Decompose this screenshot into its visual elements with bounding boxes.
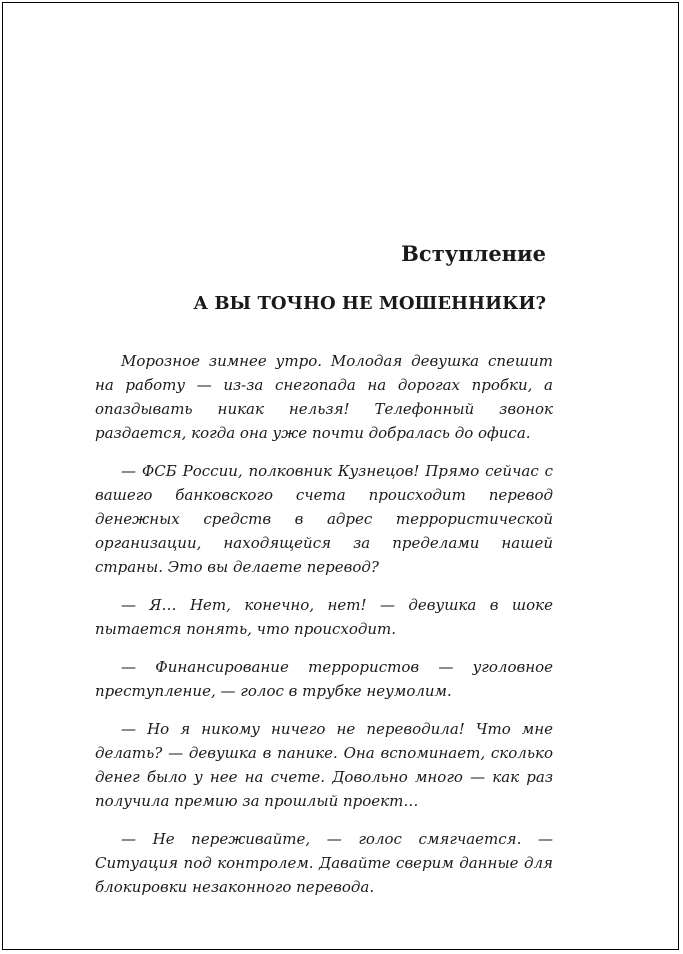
- paragraph: Морозное зимнее утро. Молодая девушка спешит на работу — из-за снегопада на дорогах пробки, а опаздывать никак нельзя! Телефонный звонок раздается, когда она уже почти добралась до офиса.: [95, 352, 553, 442]
- paragraph: — Я… Нет, конечно, нет! — девушка в шоке пытается понять, что происходит.: [95, 596, 553, 638]
- chapter-label: Вступление: [401, 241, 546, 266]
- paragraph: — Но я никому ничего не переводила! Что мне делать? — девушка в панике. Она вспоминает, сколько денег было у нее на счете. Довольно много — как раз получила премию за прошлый проект…: [95, 720, 553, 810]
- paragraph: — Финансирование террористов — уголовное преступление, — голос в трубке неумолим.: [95, 658, 553, 700]
- book-page: [2, 2, 679, 950]
- paragraph: — Не переживайте, — голос смягчается. — Ситуация под контролем. Давайте сверим данные для блокировки незаконного перевода.: [95, 830, 553, 896]
- body-text: [95, 349, 553, 913]
- paragraph: — ФСБ России, полковник Кузнецов! Прямо сейчас с вашего банковского счета происходит перевод денежных средств в адрес террористической организации, находящейся за пределами нашей страны. Это вы делаете перевод?: [95, 462, 553, 576]
- chapter-title: А ВЫ ТОЧНО НЕ МОШЕННИКИ?: [193, 293, 546, 314]
